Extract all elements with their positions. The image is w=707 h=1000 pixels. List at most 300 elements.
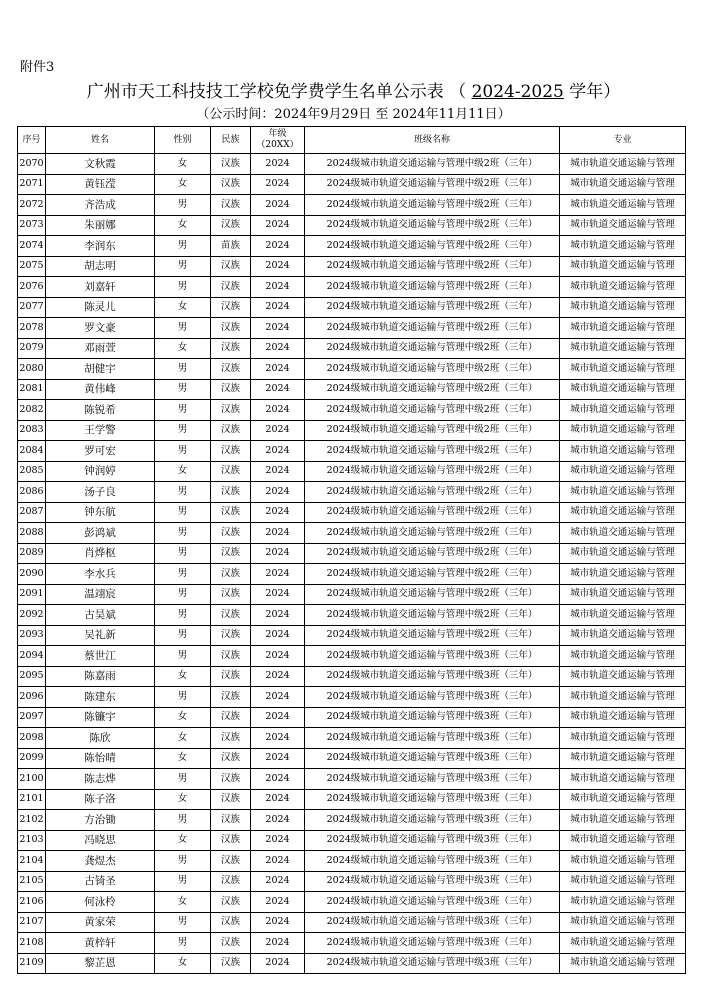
cell-seq: 2102 (18, 810, 46, 831)
cell-name: 汤子良 (46, 482, 155, 503)
cell-name: 钟润婷 (46, 461, 155, 482)
table-row (18, 236, 686, 257)
cell-major: 城市轨道交通运输与管理 (560, 687, 686, 708)
cell-seq: 2088 (18, 523, 46, 544)
cell-name: 温翊宸 (46, 584, 155, 605)
cell-major: 城市轨道交通运输与管理 (560, 933, 686, 954)
cell-grade: 2024 (251, 871, 305, 892)
cell-major: 城市轨道交通运输与管理 (560, 236, 686, 257)
cell-class: 2024级城市轨道交通运输与管理中级3班（三年） (305, 687, 560, 708)
cell-grade: 2024 (251, 748, 305, 769)
cell-grade: 2024 (251, 543, 305, 564)
cell-class: 2024级城市轨道交通运输与管理中级2班（三年） (305, 584, 560, 605)
cell-name: 黄家荣 (46, 912, 155, 933)
cell-ethnicity: 汉族 (211, 523, 251, 544)
cell-class: 2024级城市轨道交通运输与管理中级3班（三年） (305, 707, 560, 728)
cell-ethnicity: 汉族 (211, 666, 251, 687)
cell-ethnicity: 汉族 (211, 318, 251, 339)
cell-gender: 女 (155, 892, 211, 913)
cell-ethnicity: 苗族 (211, 236, 251, 257)
cell-gender: 男 (155, 564, 211, 585)
cell-grade: 2024 (251, 625, 305, 646)
cell-seq: 2105 (18, 871, 46, 892)
cell-class: 2024级城市轨道交通运输与管理中级3班（三年） (305, 789, 560, 810)
cell-ethnicity: 汉族 (211, 851, 251, 872)
cell-seq: 2093 (18, 625, 46, 646)
cell-class: 2024级城市轨道交通运输与管理中级2班（三年） (305, 482, 560, 503)
cell-gender: 女 (155, 830, 211, 851)
cell-seq: 2087 (18, 502, 46, 523)
cell-class: 2024级城市轨道交通运输与管理中级3班（三年） (305, 892, 560, 913)
cell-name: 陈子洛 (46, 789, 155, 810)
cell-ethnicity: 汉族 (211, 830, 251, 851)
cell-gender: 男 (155, 851, 211, 872)
cell-seq: 2077 (18, 297, 46, 318)
cell-grade: 2024 (251, 297, 305, 318)
cell-major: 城市轨道交通运输与管理 (560, 789, 686, 810)
cell-name: 陈锐希 (46, 400, 155, 421)
cell-major: 城市轨道交通运输与管理 (560, 748, 686, 769)
cell-major: 城市轨道交通运输与管理 (560, 420, 686, 441)
cell-name: 李润东 (46, 236, 155, 257)
cell-major: 城市轨道交通运输与管理 (560, 605, 686, 626)
table-row (18, 195, 686, 216)
cell-seq: 2106 (18, 892, 46, 913)
cell-ethnicity: 汉族 (211, 605, 251, 626)
cell-major: 城市轨道交通运输与管理 (560, 277, 686, 298)
table-row (18, 892, 686, 913)
cell-ethnicity: 汉族 (211, 256, 251, 277)
cell-name: 陈志烨 (46, 769, 155, 790)
cell-gender: 男 (155, 687, 211, 708)
header-ethnicity: 民族 (211, 127, 251, 154)
table-row (18, 789, 686, 810)
cell-seq: 2086 (18, 482, 46, 503)
cell-grade: 2024 (251, 420, 305, 441)
cell-name: 齐浩成 (46, 195, 155, 216)
cell-class: 2024级城市轨道交通运输与管理中级3班（三年） (305, 953, 560, 974)
cell-seq: 2092 (18, 605, 46, 626)
cell-name: 陈建东 (46, 687, 155, 708)
cell-seq: 2091 (18, 584, 46, 605)
table-row (18, 420, 686, 441)
cell-grade: 2024 (251, 584, 305, 605)
cell-name: 刘嘉轩 (46, 277, 155, 298)
cell-seq: 2109 (18, 953, 46, 974)
cell-seq: 2071 (18, 174, 46, 195)
cell-grade: 2024 (251, 605, 305, 626)
cell-ethnicity: 汉族 (211, 543, 251, 564)
cell-grade: 2024 (251, 687, 305, 708)
cell-gender: 男 (155, 400, 211, 421)
publicity-period: （公示时间：2024年9月29日 至 2024年11月11日） (196, 107, 511, 122)
cell-name: 邓雨萱 (46, 338, 155, 359)
cell-grade: 2024 (251, 851, 305, 872)
cell-class: 2024级城市轨道交通运输与管理中级2班（三年） (305, 359, 560, 380)
cell-class: 2024级城市轨道交通运输与管理中级3班（三年） (305, 646, 560, 667)
table-row (18, 912, 686, 933)
cell-gender: 女 (155, 953, 211, 974)
cell-gender: 男 (155, 871, 211, 892)
table-row (18, 830, 686, 851)
cell-grade: 2024 (251, 174, 305, 195)
cell-name: 古锜圣 (46, 871, 155, 892)
cell-name: 黄梓轩 (46, 933, 155, 954)
cell-gender: 男 (155, 359, 211, 380)
cell-grade: 2024 (251, 400, 305, 421)
table-row (18, 277, 686, 298)
cell-gender: 男 (155, 379, 211, 400)
cell-ethnicity: 汉族 (211, 810, 251, 831)
cell-ethnicity: 汉族 (211, 789, 251, 810)
cell-major: 城市轨道交通运输与管理 (560, 543, 686, 564)
cell-seq: 2098 (18, 728, 46, 749)
cell-gender: 男 (155, 482, 211, 503)
title-suffix: 学年） (563, 82, 621, 102)
cell-name: 陈镰宇 (46, 707, 155, 728)
cell-major: 城市轨道交通运输与管理 (560, 502, 686, 523)
cell-seq: 2096 (18, 687, 46, 708)
cell-gender: 男 (155, 646, 211, 667)
cell-ethnicity: 汉族 (211, 912, 251, 933)
table-row (18, 687, 686, 708)
cell-seq: 2083 (18, 420, 46, 441)
cell-class: 2024级城市轨道交通运输与管理中级2班（三年） (305, 564, 560, 585)
cell-seq: 2103 (18, 830, 46, 851)
table-body (18, 154, 686, 974)
table-row (18, 297, 686, 318)
cell-major: 城市轨道交通运输与管理 (560, 482, 686, 503)
cell-major: 城市轨道交通运输与管理 (560, 892, 686, 913)
cell-ethnicity: 汉族 (211, 584, 251, 605)
cell-seq: 2090 (18, 564, 46, 585)
cell-grade: 2024 (251, 482, 305, 503)
cell-seq: 2079 (18, 338, 46, 359)
cell-class: 2024级城市轨道交通运输与管理中级3班（三年） (305, 912, 560, 933)
cell-major: 城市轨道交通运输与管理 (560, 810, 686, 831)
cell-grade: 2024 (251, 810, 305, 831)
cell-ethnicity: 汉族 (211, 502, 251, 523)
table-row (18, 543, 686, 564)
cell-name: 彭鸿斌 (46, 523, 155, 544)
cell-class: 2024级城市轨道交通运输与管理中级2班（三年） (305, 379, 560, 400)
cell-name: 李水兵 (46, 564, 155, 585)
header-grade-line1: 年级 (268, 129, 287, 139)
cell-major: 城市轨道交通运输与管理 (560, 851, 686, 872)
cell-seq: 2084 (18, 441, 46, 462)
cell-grade: 2024 (251, 953, 305, 974)
cell-gender: 男 (155, 584, 211, 605)
cell-class: 2024级城市轨道交通运输与管理中级3班（三年） (305, 666, 560, 687)
header-grade-line2: （20XX） (256, 140, 299, 150)
cell-seq: 2080 (18, 359, 46, 380)
cell-class: 2024级城市轨道交通运输与管理中级2班（三年） (305, 195, 560, 216)
cell-major: 城市轨道交通运输与管理 (560, 359, 686, 380)
cell-class: 2024级城市轨道交通运输与管理中级2班（三年） (305, 625, 560, 646)
cell-ethnicity: 汉族 (211, 338, 251, 359)
cell-major: 城市轨道交通运输与管理 (560, 174, 686, 195)
attachment-label: 附件3 (20, 60, 55, 75)
cell-major: 城市轨道交通运输与管理 (560, 400, 686, 421)
cell-gender: 男 (155, 912, 211, 933)
cell-major: 城市轨道交通运输与管理 (560, 666, 686, 687)
cell-class: 2024级城市轨道交通运输与管理中级2班（三年） (305, 297, 560, 318)
table-row (18, 482, 686, 503)
cell-gender: 女 (155, 789, 211, 810)
cell-ethnicity: 汉族 (211, 748, 251, 769)
cell-name: 罗文豪 (46, 318, 155, 339)
cell-major: 城市轨道交通运输与管理 (560, 646, 686, 667)
cell-grade: 2024 (251, 256, 305, 277)
cell-gender: 男 (155, 420, 211, 441)
cell-class: 2024级城市轨道交通运输与管理中级3班（三年） (305, 871, 560, 892)
cell-major: 城市轨道交通运输与管理 (560, 318, 686, 339)
cell-name: 何泳柃 (46, 892, 155, 913)
cell-gender: 男 (155, 318, 211, 339)
cell-major: 城市轨道交通运输与管理 (560, 707, 686, 728)
cell-seq: 2094 (18, 646, 46, 667)
cell-name: 古昊斌 (46, 605, 155, 626)
cell-grade: 2024 (251, 441, 305, 462)
table-row (18, 359, 686, 380)
cell-name: 方治锄 (46, 810, 155, 831)
cell-gender: 女 (155, 154, 211, 175)
table-row (18, 154, 686, 175)
cell-grade: 2024 (251, 236, 305, 257)
cell-grade: 2024 (251, 154, 305, 175)
cell-grade: 2024 (251, 195, 305, 216)
cell-major: 城市轨道交通运输与管理 (560, 584, 686, 605)
cell-major: 城市轨道交通运输与管理 (560, 728, 686, 749)
cell-grade: 2024 (251, 707, 305, 728)
cell-seq: 2108 (18, 933, 46, 954)
cell-seq: 2082 (18, 400, 46, 421)
table-row (18, 605, 686, 626)
cell-name: 罗可宏 (46, 441, 155, 462)
cell-seq: 2081 (18, 379, 46, 400)
cell-ethnicity: 汉族 (211, 277, 251, 298)
cell-major: 城市轨道交通运输与管理 (560, 256, 686, 277)
cell-major: 城市轨道交通运输与管理 (560, 769, 686, 790)
cell-class: 2024级城市轨道交通运输与管理中级2班（三年） (305, 605, 560, 626)
cell-major: 城市轨道交通运输与管理 (560, 154, 686, 175)
cell-seq: 2100 (18, 769, 46, 790)
table-row (18, 523, 686, 544)
table-row (18, 502, 686, 523)
table-row (18, 646, 686, 667)
cell-seq: 2097 (18, 707, 46, 728)
table-row (18, 338, 686, 359)
cell-seq: 2107 (18, 912, 46, 933)
table-row (18, 564, 686, 585)
cell-gender: 女 (155, 215, 211, 236)
cell-ethnicity: 汉族 (211, 625, 251, 646)
cell-grade: 2024 (251, 318, 305, 339)
cell-seq: 2073 (18, 215, 46, 236)
cell-seq: 2095 (18, 666, 46, 687)
cell-class: 2024级城市轨道交通运输与管理中级2班（三年） (305, 400, 560, 421)
cell-class: 2024级城市轨道交通运输与管理中级3班（三年） (305, 851, 560, 872)
table-row (18, 584, 686, 605)
cell-seq: 2099 (18, 748, 46, 769)
cell-class: 2024级城市轨道交通运输与管理中级3班（三年） (305, 830, 560, 851)
cell-name: 冯晓思 (46, 830, 155, 851)
header-grade (251, 127, 305, 154)
cell-grade: 2024 (251, 338, 305, 359)
cell-grade: 2024 (251, 277, 305, 298)
table-row (18, 933, 686, 954)
cell-class: 2024级城市轨道交通运输与管理中级3班（三年） (305, 748, 560, 769)
table-row (18, 215, 686, 236)
cell-class: 2024级城市轨道交通运输与管理中级2班（三年） (305, 154, 560, 175)
cell-grade: 2024 (251, 728, 305, 749)
header-major: 专业 (560, 127, 686, 154)
cell-major: 城市轨道交通运输与管理 (560, 379, 686, 400)
cell-class: 2024级城市轨道交通运输与管理中级2班（三年） (305, 338, 560, 359)
cell-major: 城市轨道交通运输与管理 (560, 912, 686, 933)
cell-ethnicity: 汉族 (211, 953, 251, 974)
header-gender: 性别 (155, 127, 211, 154)
cell-class: 2024级城市轨道交通运输与管理中级2班（三年） (305, 420, 560, 441)
table-row (18, 851, 686, 872)
cell-seq: 2076 (18, 277, 46, 298)
cell-name: 胡志明 (46, 256, 155, 277)
table-row (18, 318, 686, 339)
cell-grade: 2024 (251, 215, 305, 236)
cell-name: 文秋霞 (46, 154, 155, 175)
cell-grade: 2024 (251, 359, 305, 380)
cell-class: 2024级城市轨道交通运输与管理中级2班（三年） (305, 174, 560, 195)
cell-gender: 男 (155, 256, 211, 277)
cell-grade: 2024 (251, 379, 305, 400)
cell-gender: 男 (155, 277, 211, 298)
cell-major: 城市轨道交通运输与管理 (560, 215, 686, 236)
cell-ethnicity: 汉族 (211, 728, 251, 749)
cell-class: 2024级城市轨道交通运输与管理中级2班（三年） (305, 523, 560, 544)
cell-ethnicity: 汉族 (211, 769, 251, 790)
cell-grade: 2024 (251, 830, 305, 851)
table-row (18, 379, 686, 400)
table-row (18, 707, 686, 728)
cell-class: 2024级城市轨道交通运输与管理中级2班（三年） (305, 277, 560, 298)
cell-major: 城市轨道交通运输与管理 (560, 564, 686, 585)
cell-grade: 2024 (251, 789, 305, 810)
cell-grade: 2024 (251, 933, 305, 954)
cell-gender: 男 (155, 769, 211, 790)
cell-ethnicity: 汉族 (211, 400, 251, 421)
table-row (18, 666, 686, 687)
cell-seq: 2089 (18, 543, 46, 564)
cell-ethnicity: 汉族 (211, 461, 251, 482)
cell-gender: 女 (155, 338, 211, 359)
cell-class: 2024级城市轨道交通运输与管理中级3班（三年） (305, 810, 560, 831)
cell-major: 城市轨道交通运输与管理 (560, 830, 686, 851)
cell-major: 城市轨道交通运输与管理 (560, 441, 686, 462)
table-row (18, 769, 686, 790)
table-row (18, 810, 686, 831)
cell-ethnicity: 汉族 (211, 687, 251, 708)
cell-ethnicity: 汉族 (211, 933, 251, 954)
cell-name: 朱丽娜 (46, 215, 155, 236)
table-row (18, 953, 686, 974)
cell-seq: 2078 (18, 318, 46, 339)
cell-gender: 女 (155, 728, 211, 749)
cell-ethnicity: 汉族 (211, 154, 251, 175)
cell-ethnicity: 汉族 (211, 892, 251, 913)
cell-ethnicity: 汉族 (211, 564, 251, 585)
table-row (18, 441, 686, 462)
cell-class: 2024级城市轨道交通运输与管理中级2班（三年） (305, 502, 560, 523)
cell-grade: 2024 (251, 523, 305, 544)
cell-class: 2024级城市轨道交通运输与管理中级3班（三年） (305, 728, 560, 749)
cell-ethnicity: 汉族 (211, 359, 251, 380)
cell-gender: 男 (155, 605, 211, 626)
cell-class: 2024级城市轨道交通运输与管理中级2班（三年） (305, 441, 560, 462)
cell-class: 2024级城市轨道交通运输与管理中级2班（三年） (305, 318, 560, 339)
cell-grade: 2024 (251, 646, 305, 667)
cell-seq: 2072 (18, 195, 46, 216)
cell-grade: 2024 (251, 502, 305, 523)
cell-name: 龚煜杰 (46, 851, 155, 872)
cell-seq: 2070 (18, 154, 46, 175)
table-row (18, 174, 686, 195)
table-row (18, 728, 686, 749)
cell-gender: 女 (155, 666, 211, 687)
cell-gender: 男 (155, 543, 211, 564)
table-row (18, 748, 686, 769)
cell-ethnicity: 汉族 (211, 482, 251, 503)
student-table (17, 126, 686, 974)
cell-name: 胡健宇 (46, 359, 155, 380)
cell-ethnicity: 汉族 (211, 297, 251, 318)
cell-grade: 2024 (251, 912, 305, 933)
table-header-row (18, 127, 686, 154)
cell-seq: 2075 (18, 256, 46, 277)
cell-seq: 2104 (18, 851, 46, 872)
cell-name: 黄钰滢 (46, 174, 155, 195)
cell-class: 2024级城市轨道交通运输与管理中级3班（三年） (305, 933, 560, 954)
cell-gender: 男 (155, 810, 211, 831)
cell-gender: 男 (155, 523, 211, 544)
cell-major: 城市轨道交通运输与管理 (560, 523, 686, 544)
cell-major: 城市轨道交通运输与管理 (560, 297, 686, 318)
page-title (0, 81, 707, 103)
cell-seq: 2085 (18, 461, 46, 482)
table-row (18, 400, 686, 421)
cell-gender: 女 (155, 748, 211, 769)
cell-name: 肖烨枢 (46, 543, 155, 564)
cell-gender: 男 (155, 195, 211, 216)
table-row (18, 871, 686, 892)
cell-gender: 男 (155, 441, 211, 462)
cell-gender: 女 (155, 174, 211, 195)
cell-ethnicity: 汉族 (211, 871, 251, 892)
cell-ethnicity: 汉族 (211, 195, 251, 216)
cell-name: 黎芷恩 (46, 953, 155, 974)
cell-major: 城市轨道交通运输与管理 (560, 195, 686, 216)
cell-gender: 女 (155, 707, 211, 728)
cell-name: 陈怡晴 (46, 748, 155, 769)
header-name: 姓名 (46, 127, 155, 154)
cell-major: 城市轨道交通运输与管理 (560, 871, 686, 892)
cell-ethnicity: 汉族 (211, 215, 251, 236)
cell-name: 黄伟峰 (46, 379, 155, 400)
cell-class: 2024级城市轨道交通运输与管理中级2班（三年） (305, 236, 560, 257)
cell-class: 2024级城市轨道交通运输与管理中级2班（三年） (305, 256, 560, 277)
table-row (18, 625, 686, 646)
cell-ethnicity: 汉族 (211, 379, 251, 400)
cell-gender: 男 (155, 236, 211, 257)
